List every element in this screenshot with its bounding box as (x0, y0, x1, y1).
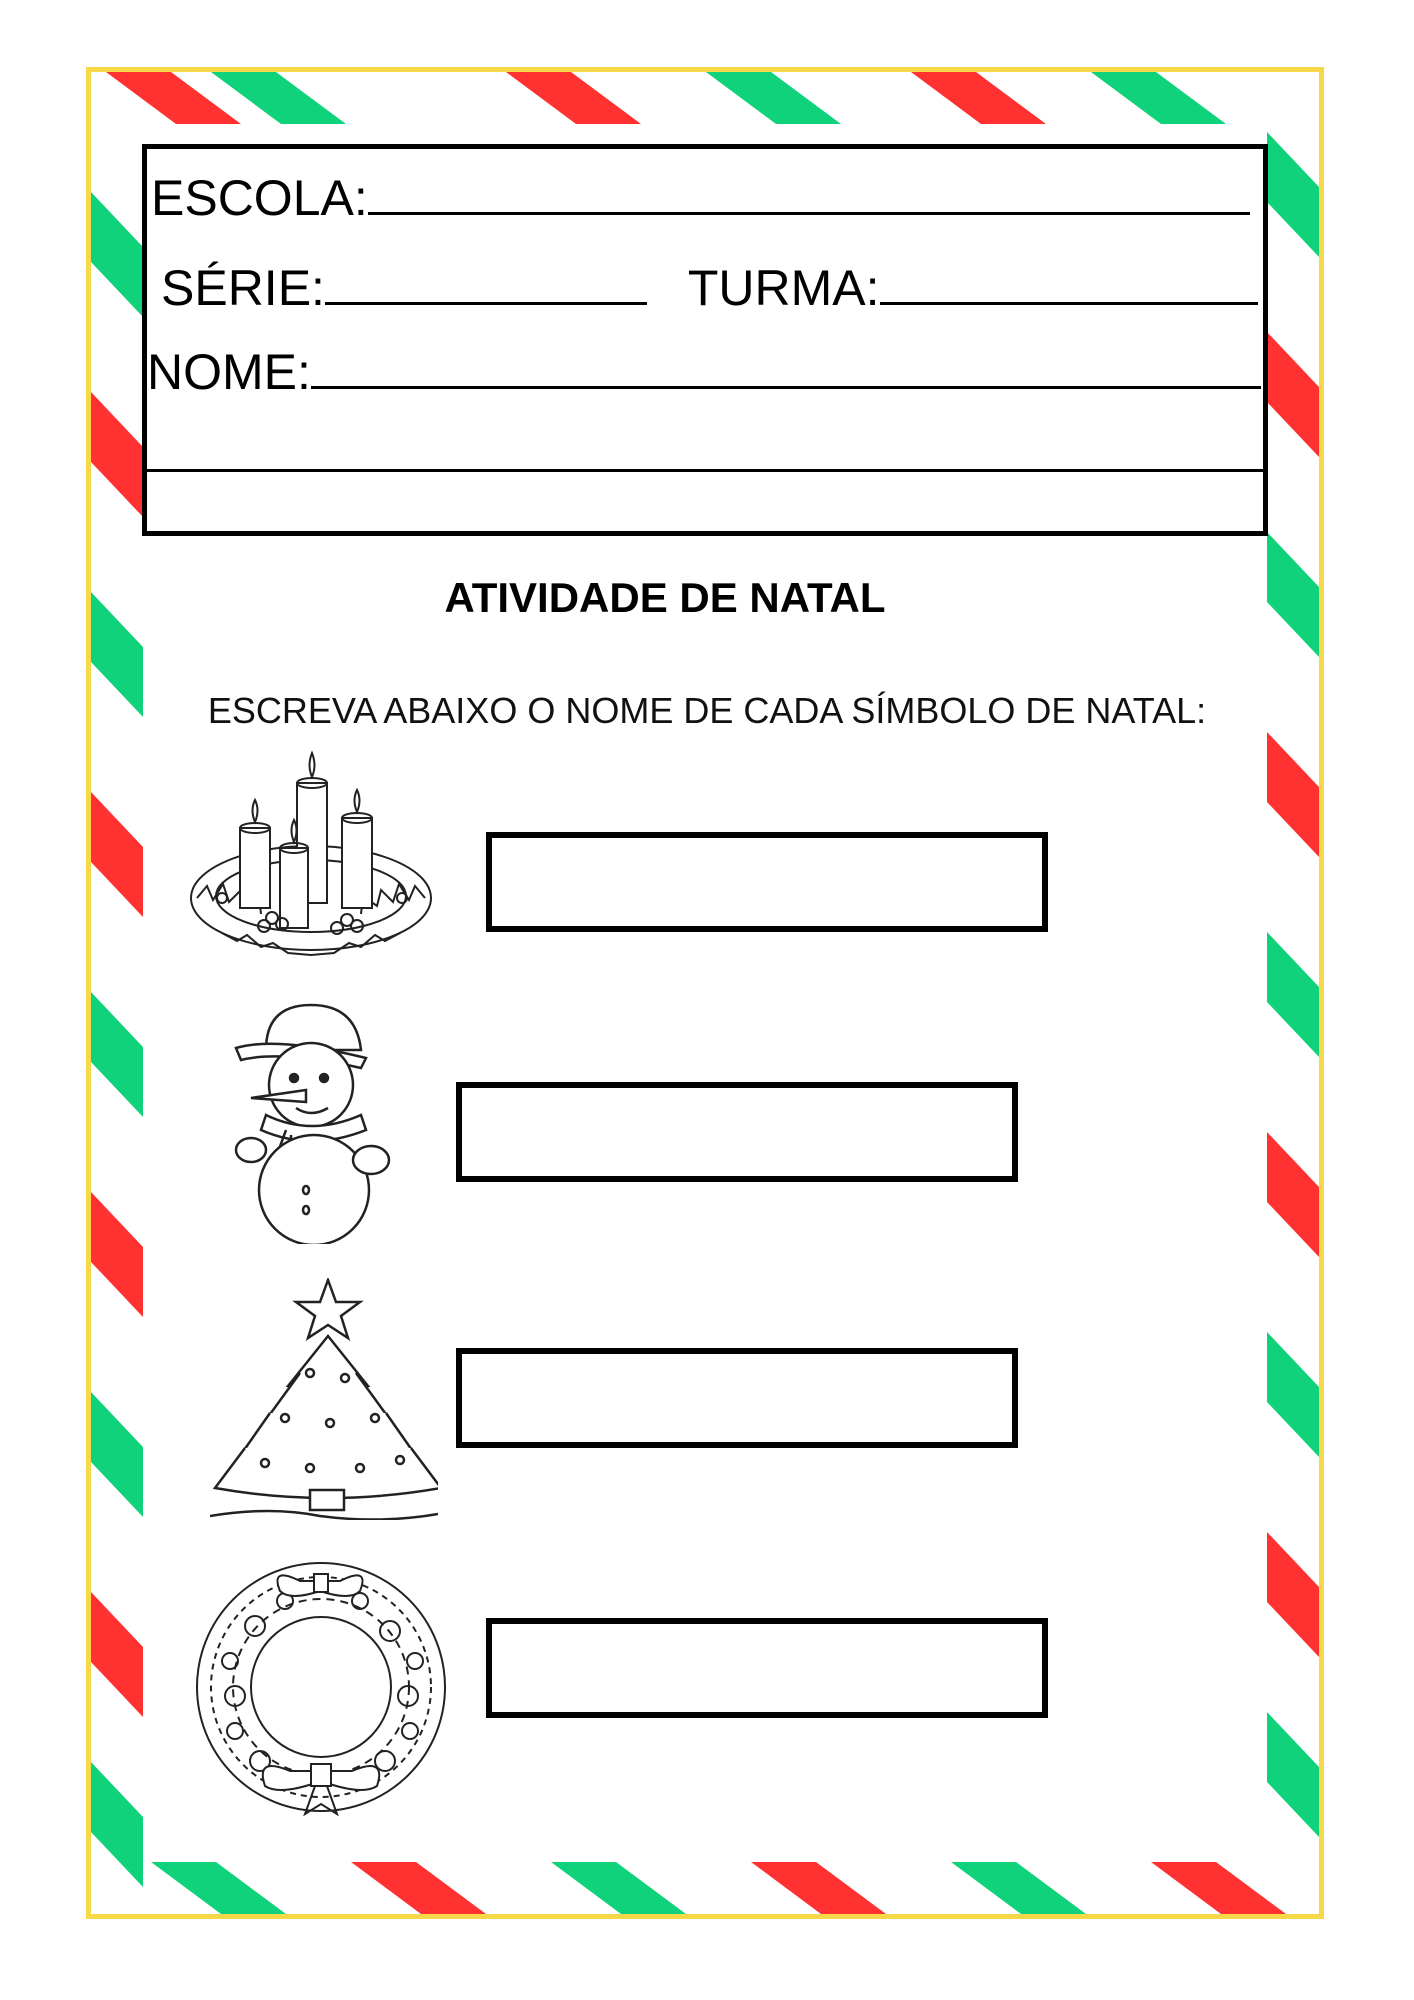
turma-line (880, 302, 1258, 305)
serie-label: SÉRIE: (161, 260, 325, 316)
answer-box-3[interactable] (456, 1348, 1018, 1448)
snowman-icon (226, 1000, 402, 1244)
escola-label: ESCOLA: (151, 170, 368, 226)
turma-label: TURMA: (687, 260, 880, 316)
instruction-text: ESCREVA ABAIXO O NOME DE CADA SÍMBOLO DE NATAL: (207, 690, 1207, 731)
answer-box-4[interactable] (486, 1618, 1048, 1718)
escola-line (368, 212, 1250, 215)
serie-turma-field[interactable] (161, 260, 1258, 316)
student-info-box (142, 144, 1268, 536)
christmas-tree-icon (210, 1278, 438, 1520)
nome-label: NOME: (147, 344, 311, 400)
answer-box-2[interactable] (456, 1082, 1018, 1182)
extra-line (147, 469, 1263, 472)
nome-field[interactable] (147, 344, 1261, 400)
answer-box-1[interactable] (486, 832, 1048, 932)
advent-candle-wreath-icon (182, 748, 440, 980)
activity-title: ATIVIDADE DE NATAL (444, 574, 886, 621)
nome-line (311, 386, 1261, 389)
christmas-wreath-icon (190, 1556, 452, 1818)
serie-line (325, 302, 647, 305)
escola-field[interactable] (151, 170, 1250, 226)
